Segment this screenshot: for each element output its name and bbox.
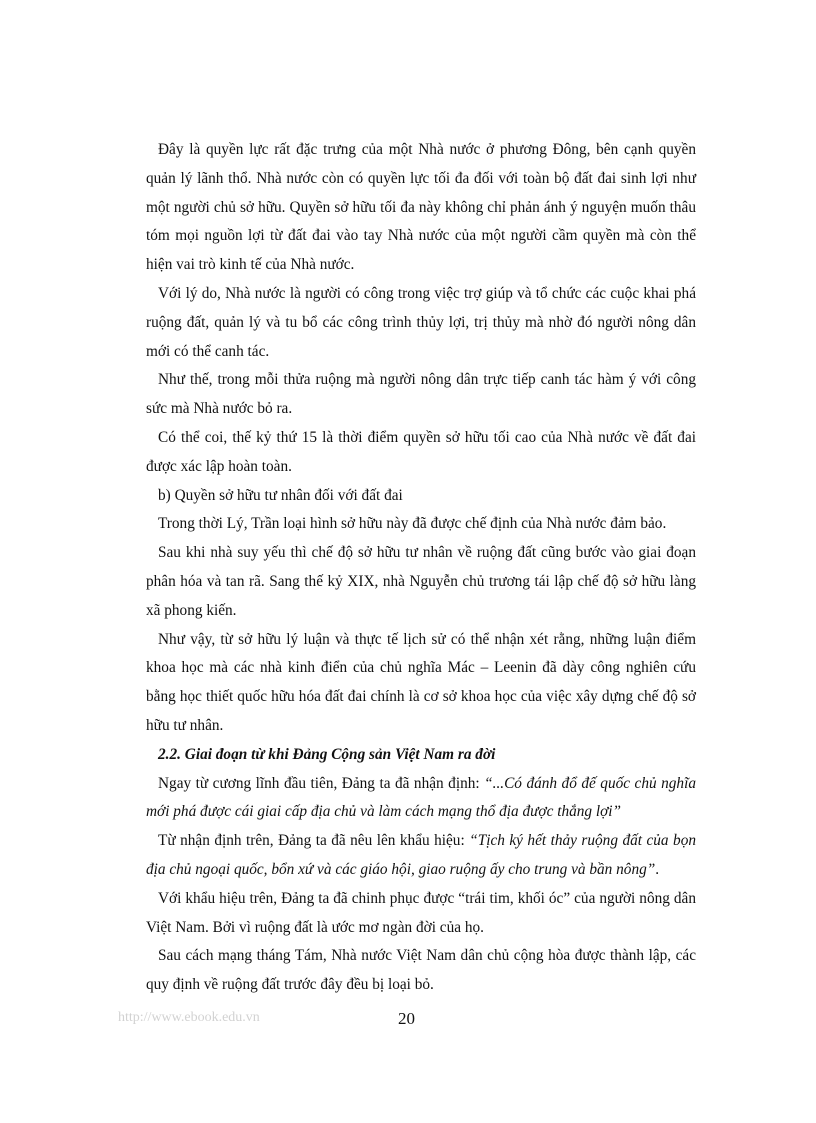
document-body (146, 136, 696, 1000)
paragraph-tail: . (655, 860, 660, 878)
paragraph: Sau cách mạng tháng Tám, Nhà nước Việt Nam dân chủ cộng hòa được thành lập, các quy định về ruộng đất trước đây đều bị loại bỏ. (146, 947, 696, 994)
paragraph-lead: Ngay từ cương lĩnh đầu tiên, Đảng ta đã nhận định: (158, 774, 485, 792)
paragraph-lead: Từ nhận định trên, Đảng ta đã nêu lên khẩu hiệu: (158, 832, 470, 850)
section-heading: 2.2. Giai đoạn từ khi Đảng Cộng sản Việt Nam ra đời (158, 745, 496, 763)
paragraph: Có thể coi, thế kỷ thứ 15 là thời điểm quyền sở hữu tối cao của Nhà nước về đất đai được xác lập hoàn toàn. (146, 428, 696, 475)
subsection-title: b) Quyền sở hữu tư nhân đối với đất đai (158, 486, 403, 504)
quotation: “...Có đánh đổ đế quốc chủ nghĩa mới phá được cái giai cấp địa chủ và làm cách mạng thổ địa được thắng lợi” (146, 774, 696, 821)
quotation: “Tịch ký hết thảy ruộng đất của bọn địa chủ ngoại quốc, bổn xứ và các giáo hội, giao ruộng ấy cho trung và bần nông” (146, 832, 696, 878)
paragraph (146, 827, 696, 885)
footer-url-watermark: http://www.ebook.edu.vn (118, 1010, 260, 1025)
paragraph: Trong thời Lý, Trần loại hình sở hữu này đã được chế định của Nhà nước đảm bảo. (158, 515, 667, 533)
paragraph: Sau khi nhà suy yếu thì chế độ sở hữu tư nhân về ruộng đất cũng bước vào giai đoạn phân hóa và tan rã. Sang thế kỷ XIX, nhà Nguyễn chủ trương tái lập chế độ sở hữu làng xã phong kiến. (146, 544, 696, 619)
page-number: 20 (398, 1009, 415, 1028)
paragraph: Với khẩu hiệu trên, Đảng ta đã chinh phục được “trái tim, khối óc” của người nông dân Việt Nam. Bởi vì ruộng đất là ước mơ ngàn đời của họ. (146, 889, 696, 936)
paragraph (146, 770, 696, 828)
paragraph: Như vậy, từ sở hữu lý luận và thực tế lịch sử có thể nhận xét rằng, những luận điểm khoa học mà các nhà kinh điển của chủ nghĩa Mác – Leenin đã dày công nghiên cứu bằng học thiết quốc hữu hóa đất đai chính là cơ sở khoa học của việc xây dựng chế độ sở hữu tư nhân. (146, 630, 696, 734)
paragraph: Với lý do, Nhà nước là người có công trong việc trợ giúp và tổ chức các cuộc khai phá ruộng đất, quản lý và tu bổ các công trình thủy lợi, trị thủy mà nhờ đó người nông dân mới có thể canh tác. (146, 284, 696, 360)
paragraph: Đây là quyền lực rất đặc trưng của một Nhà nước ở phương Đông, bên cạnh quyền quản lý lãnh thổ. Nhà nước còn có quyền lực tối đa đối với toàn bộ đất đai sinh lợi như một người chủ sở hữu. Quyền sở hữu tối đa này không chỉ phản ánh ý nguyện muốn thâu tóm mọi nguồn lợi từ đất đai vào tay Nhà nước của một người cầm quyền mà còn thể hiện vai trò kinh tế của Nhà nước. (146, 141, 696, 274)
paragraph: Như thế, trong mỗi thửa ruộng mà người nông dân trực tiếp canh tác hàm ý với công sức mà Nhà nước bỏ ra. (146, 371, 696, 418)
